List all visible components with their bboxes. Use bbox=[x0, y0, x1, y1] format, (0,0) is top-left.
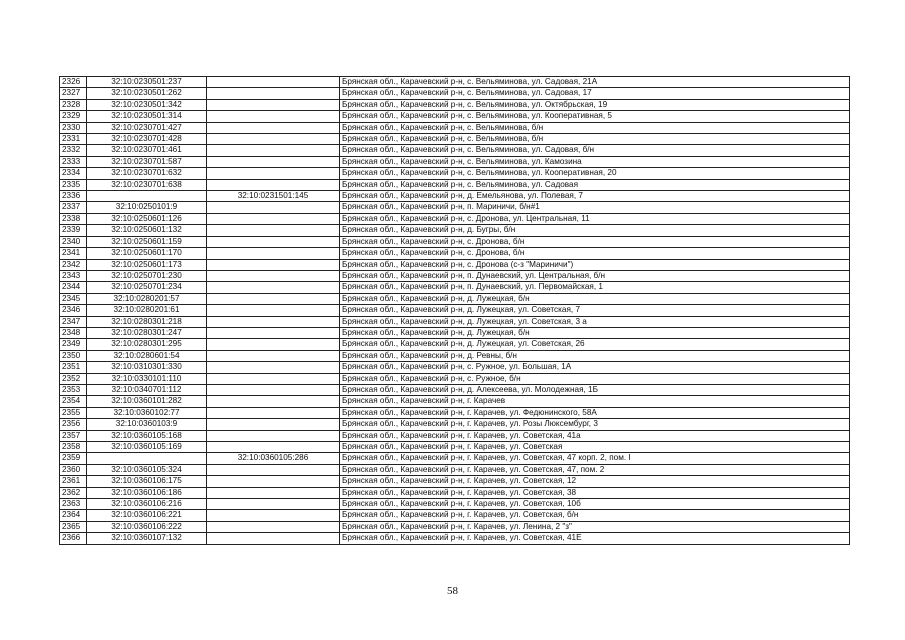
address-cell: Брянская обл., Карачевский р-н, с. Вельяминова, ул. Садовая, б/н bbox=[340, 145, 850, 156]
cadastral-number-cell: 32:10:0280301:247 bbox=[87, 327, 207, 338]
cadastral-number-cell: 32:10:0230501:314 bbox=[87, 111, 207, 122]
cadastral-number-cell: 32:10:0360106:186 bbox=[87, 487, 207, 498]
table-row bbox=[60, 442, 850, 453]
row-number-cell: 2340 bbox=[60, 236, 87, 247]
address-cell: Брянская обл., Карачевский р-н, г. Карачев bbox=[340, 396, 850, 407]
cadastral-number-cell: 32:10:0230701:461 bbox=[87, 145, 207, 156]
row-number-cell: 2346 bbox=[60, 305, 87, 316]
row-number-cell: 2338 bbox=[60, 213, 87, 224]
cadastral-number-cell: 32:10:0280201:61 bbox=[87, 305, 207, 316]
cadastral-number-alt-cell bbox=[207, 396, 340, 407]
cadastral-number-cell: 32:10:0360105:324 bbox=[87, 464, 207, 475]
cadastral-number-alt-cell bbox=[207, 168, 340, 179]
cadastral-number-alt-cell bbox=[207, 248, 340, 259]
address-cell: Брянская обл., Карачевский р-н, г. Карачев, ул. Советская, 41Е bbox=[340, 533, 850, 544]
cadastral-number-cell: 32:10:0360105:169 bbox=[87, 442, 207, 453]
cadastral-number-cell: 32:10:0310301:330 bbox=[87, 362, 207, 373]
cadastral-number-cell: 32:10:0280301:218 bbox=[87, 316, 207, 327]
cadastral-number-alt-cell bbox=[207, 134, 340, 145]
cadastral-number-alt-cell bbox=[207, 419, 340, 430]
cadastral-number-alt-cell bbox=[207, 327, 340, 338]
address-cell: Брянская обл., Карачевский р-н, д. Лужецкая, ул. Советская, 26 bbox=[340, 339, 850, 350]
address-cell: Брянская обл., Карачевский р-н, с. Дронова (с-з "Мариничи") bbox=[340, 259, 850, 270]
cadastral-number-alt-cell bbox=[207, 236, 340, 247]
address-cell: Брянская обл., Карачевский р-н, с. Вельяминова, ул. Кооперативная, 20 bbox=[340, 168, 850, 179]
row-number-cell: 2365 bbox=[60, 521, 87, 532]
page-number: 58 bbox=[447, 585, 458, 597]
table-row bbox=[60, 248, 850, 259]
address-cell: Брянская обл., Карачевский р-н, п. Мариничи, б/н#1 bbox=[340, 202, 850, 213]
table-row bbox=[60, 134, 850, 145]
table-row bbox=[60, 191, 850, 202]
address-cell: Брянская обл., Карачевский р-н, г. Карачев, ул. Федюнинского, 58А bbox=[340, 407, 850, 418]
address-cell: Брянская обл., Карачевский р-н, с. Ружное, б/н bbox=[340, 373, 850, 384]
address-cell: Брянская обл., Карачевский р-н, г. Карачев, ул. Советская, 10б bbox=[340, 499, 850, 510]
cadastral-number-alt-cell bbox=[207, 213, 340, 224]
cadastral-number-alt-cell bbox=[207, 225, 340, 236]
table-row bbox=[60, 521, 850, 532]
cadastral-number-cell: 32:10:0280301:295 bbox=[87, 339, 207, 350]
table-row bbox=[60, 202, 850, 213]
address-cell: Брянская обл., Карачевский р-н, с. Дронова, ул. Центральная, 11 bbox=[340, 213, 850, 224]
table-row bbox=[60, 122, 850, 133]
cadastral-number-cell: 32:10:0230701:587 bbox=[87, 156, 207, 167]
table-row bbox=[60, 510, 850, 521]
row-number-cell: 2366 bbox=[60, 533, 87, 544]
row-number-cell: 2333 bbox=[60, 156, 87, 167]
table-row bbox=[60, 270, 850, 281]
table-row bbox=[60, 419, 850, 430]
row-number-cell: 2345 bbox=[60, 293, 87, 304]
cadastral-number-alt-cell bbox=[207, 521, 340, 532]
address-cell: Брянская обл., Карачевский р-н, с. Вельяминова, ул. Кооперативная, 5 bbox=[340, 111, 850, 122]
row-number-cell: 2355 bbox=[60, 407, 87, 418]
cadastral-number-cell: 32:10:0250701:230 bbox=[87, 270, 207, 281]
cadastral-number-cell: 32:10:0250601:159 bbox=[87, 236, 207, 247]
cadastral-number-cell bbox=[87, 191, 207, 202]
table-row bbox=[60, 282, 850, 293]
cadastral-number-cell: 32:10:0360106:175 bbox=[87, 476, 207, 487]
row-number-cell: 2357 bbox=[60, 430, 87, 441]
address-cell: Брянская обл., Карачевский р-н, с. Дронова, б/н bbox=[340, 236, 850, 247]
cadastral-number-alt-cell bbox=[207, 305, 340, 316]
row-number-cell: 2326 bbox=[60, 77, 87, 88]
cadastral-number-alt-cell bbox=[207, 111, 340, 122]
table-row bbox=[60, 396, 850, 407]
cadastral-number-alt-cell bbox=[207, 362, 340, 373]
address-cell: Брянская обл., Карачевский р-н, г. Карачев, ул. Советская, 47 корп. 2, пом. I bbox=[340, 453, 850, 464]
table-row bbox=[60, 213, 850, 224]
row-number-cell: 2349 bbox=[60, 339, 87, 350]
cadastral-number-alt-cell bbox=[207, 122, 340, 133]
address-cell: Брянская обл., Карачевский р-н, с. Вельяминова, б/н bbox=[340, 134, 850, 145]
row-number-cell: 2330 bbox=[60, 122, 87, 133]
table-row bbox=[60, 293, 850, 304]
row-number-cell: 2343 bbox=[60, 270, 87, 281]
cadastral-number-alt-cell bbox=[207, 156, 340, 167]
row-number-cell: 2334 bbox=[60, 168, 87, 179]
table-row bbox=[60, 533, 850, 544]
table-row bbox=[60, 476, 850, 487]
address-cell: Брянская обл., Карачевский р-н, г. Карачев, ул. Советская, 47, пом. 2 bbox=[340, 464, 850, 475]
address-cell: Брянская обл., Карачевский р-н, с. Вельяминова, ул. Садовая bbox=[340, 179, 850, 190]
cadastral-number-cell: 32:10:0360107:132 bbox=[87, 533, 207, 544]
table-row bbox=[60, 384, 850, 395]
table-row bbox=[60, 327, 850, 338]
table-row bbox=[60, 499, 850, 510]
cadastral-number-alt-cell bbox=[207, 293, 340, 304]
row-number-cell: 2354 bbox=[60, 396, 87, 407]
address-cell: Брянская обл., Карачевский р-н, д. Лужецкая, б/н bbox=[340, 293, 850, 304]
address-cell: Брянская обл., Карачевский р-н, д. Лужецкая, б/н bbox=[340, 327, 850, 338]
cadastral-number-alt-cell bbox=[207, 259, 340, 270]
cadastral-number-alt-cell bbox=[207, 510, 340, 521]
table-row bbox=[60, 350, 850, 361]
cadastral-number-alt-cell bbox=[207, 202, 340, 213]
address-cell: Брянская обл., Карачевский р-н, д. Бугры, б/н bbox=[340, 225, 850, 236]
cadastral-number-alt-cell bbox=[207, 179, 340, 190]
table-row bbox=[60, 145, 850, 156]
row-number-cell: 2348 bbox=[60, 327, 87, 338]
cadastral-number-cell: 32:10:0250601:132 bbox=[87, 225, 207, 236]
address-cell: Брянская обл., Карачевский р-н, г. Карачев, ул. Советская bbox=[340, 442, 850, 453]
address-cell: Брянская обл., Карачевский р-н, г. Карачев, ул. Советская, 41а bbox=[340, 430, 850, 441]
row-number-cell: 2361 bbox=[60, 476, 87, 487]
cadastral-number-alt-cell bbox=[207, 88, 340, 99]
row-number-cell: 2335 bbox=[60, 179, 87, 190]
address-cell: Брянская обл., Карачевский р-н, д. Лужецкая, ул. Советская, 7 bbox=[340, 305, 850, 316]
table-row bbox=[60, 225, 850, 236]
table-row bbox=[60, 362, 850, 373]
address-cell: Брянская обл., Карачевский р-н, с. Вельяминова, б/н bbox=[340, 122, 850, 133]
table-row bbox=[60, 339, 850, 350]
table-row bbox=[60, 453, 850, 464]
cadastral-number-alt-cell bbox=[207, 270, 340, 281]
cadastral-number-cell: 32:10:0250601:170 bbox=[87, 248, 207, 259]
cadastral-number-cell: 32:10:0340701:112 bbox=[87, 384, 207, 395]
address-cell: Брянская обл., Карачевский р-н, с. Ружное, ул. Большая, 1А bbox=[340, 362, 850, 373]
cadastral-number-alt-cell: 32:10:0360105:286 bbox=[207, 453, 340, 464]
cadastral-number-alt-cell bbox=[207, 464, 340, 475]
address-cell: Брянская обл., Карачевский р-н, г. Карачев, ул. Советская, б/н bbox=[340, 510, 850, 521]
cadastral-number-alt-cell bbox=[207, 407, 340, 418]
cadastral-number-cell: 32:10:0230501:342 bbox=[87, 99, 207, 110]
row-number-cell: 2352 bbox=[60, 373, 87, 384]
cadastral-number-cell: 32:10:0230701:632 bbox=[87, 168, 207, 179]
cadastral-number-cell: 32:10:0250101:9 bbox=[87, 202, 207, 213]
cadastral-number-alt-cell bbox=[207, 373, 340, 384]
row-number-cell: 2336 bbox=[60, 191, 87, 202]
row-number-cell: 2359 bbox=[60, 453, 87, 464]
cadastral-number-alt-cell bbox=[207, 442, 340, 453]
table-row bbox=[60, 373, 850, 384]
table-row bbox=[60, 111, 850, 122]
cadastral-number-alt-cell bbox=[207, 350, 340, 361]
cadastral-number-alt-cell bbox=[207, 282, 340, 293]
property-registry-table bbox=[59, 76, 850, 545]
address-cell: Брянская обл., Карачевский р-н, д. Емельянова, ул. Полевая, 7 bbox=[340, 191, 850, 202]
row-number-cell: 2363 bbox=[60, 499, 87, 510]
cadastral-number-alt-cell bbox=[207, 487, 340, 498]
cadastral-number-alt-cell bbox=[207, 145, 340, 156]
cadastral-number-alt-cell bbox=[207, 384, 340, 395]
cadastral-number-alt-cell bbox=[207, 476, 340, 487]
cadastral-number-alt-cell: 32:10:0231501:145 bbox=[207, 191, 340, 202]
row-number-cell: 2350 bbox=[60, 350, 87, 361]
cadastral-number-cell: 32:10:0360102:77 bbox=[87, 407, 207, 418]
cadastral-number-alt-cell bbox=[207, 339, 340, 350]
address-cell: Брянская обл., Карачевский р-н, с. Вельяминова, ул. Садовая, 17 bbox=[340, 88, 850, 99]
cadastral-number-cell: 32:10:0360106:216 bbox=[87, 499, 207, 510]
address-cell: Брянская обл., Карачевский р-н, п. Дунаевский, ул. Первомайская, 1 bbox=[340, 282, 850, 293]
address-cell: Брянская обл., Карачевский р-н, г. Карачев, ул. Розы Люксембург, 3 bbox=[340, 419, 850, 430]
table-row bbox=[60, 99, 850, 110]
cadastral-number-alt-cell bbox=[207, 533, 340, 544]
cadastral-number-cell: 32:10:0280201:57 bbox=[87, 293, 207, 304]
cadastral-number-cell: 32:10:0360106:221 bbox=[87, 510, 207, 521]
row-number-cell: 2337 bbox=[60, 202, 87, 213]
cadastral-number-alt-cell bbox=[207, 77, 340, 88]
row-number-cell: 2351 bbox=[60, 362, 87, 373]
table-row bbox=[60, 156, 850, 167]
table-body bbox=[60, 77, 850, 545]
table-row bbox=[60, 487, 850, 498]
table-row bbox=[60, 464, 850, 475]
row-number-cell: 2328 bbox=[60, 99, 87, 110]
row-number-cell: 2331 bbox=[60, 134, 87, 145]
cadastral-number-cell: 32:10:0360106:222 bbox=[87, 521, 207, 532]
address-cell: Брянская обл., Карачевский р-н, с. Вельяминова, ул. Октябрьская, 19 bbox=[340, 99, 850, 110]
address-cell: Брянская обл., Карачевский р-н, с. Вельяминова, ул. Садовая, 21А bbox=[340, 77, 850, 88]
cadastral-number-cell bbox=[87, 453, 207, 464]
cadastral-number-alt-cell bbox=[207, 430, 340, 441]
row-number-cell: 2360 bbox=[60, 464, 87, 475]
address-cell: Брянская обл., Карачевский р-н, г. Карачев, ул. Ленина, 2 "з" bbox=[340, 521, 850, 532]
row-number-cell: 2356 bbox=[60, 419, 87, 430]
row-number-cell: 2358 bbox=[60, 442, 87, 453]
row-number-cell: 2362 bbox=[60, 487, 87, 498]
cadastral-number-cell: 32:10:0360101:282 bbox=[87, 396, 207, 407]
cadastral-number-cell: 32:10:0360103:9 bbox=[87, 419, 207, 430]
cadastral-number-alt-cell bbox=[207, 316, 340, 327]
table-row bbox=[60, 88, 850, 99]
cadastral-number-cell: 32:10:0230701:427 bbox=[87, 122, 207, 133]
cadastral-number-cell: 32:10:0230501:262 bbox=[87, 88, 207, 99]
address-cell: Брянская обл., Карачевский р-н, г. Карачев, ул. Советская, 12 bbox=[340, 476, 850, 487]
table-row bbox=[60, 168, 850, 179]
row-number-cell: 2364 bbox=[60, 510, 87, 521]
cadastral-number-alt-cell bbox=[207, 99, 340, 110]
table-row bbox=[60, 305, 850, 316]
address-cell: Брянская обл., Карачевский р-н, д. Ревны, б/н bbox=[340, 350, 850, 361]
row-number-cell: 2347 bbox=[60, 316, 87, 327]
address-cell: Брянская обл., Карачевский р-н, с. Дронова, б/н bbox=[340, 248, 850, 259]
row-number-cell: 2353 bbox=[60, 384, 87, 395]
table-row bbox=[60, 316, 850, 327]
cadastral-number-cell: 32:10:0280601:54 bbox=[87, 350, 207, 361]
address-cell: Брянская обл., Карачевский р-н, с. Вельяминова, ул. Камозина bbox=[340, 156, 850, 167]
cadastral-number-cell: 32:10:0230701:638 bbox=[87, 179, 207, 190]
cadastral-number-cell: 32:10:0250601:126 bbox=[87, 213, 207, 224]
table-row bbox=[60, 430, 850, 441]
cadastral-number-cell: 32:10:0250601:173 bbox=[87, 259, 207, 270]
cadastral-number-cell: 32:10:0360105:168 bbox=[87, 430, 207, 441]
cadastral-number-alt-cell bbox=[207, 499, 340, 510]
cadastral-number-cell: 32:10:0230501:237 bbox=[87, 77, 207, 88]
address-cell: Брянская обл., Карачевский р-н, д. Лужецкая, ул. Советская, 3 а bbox=[340, 316, 850, 327]
row-number-cell: 2339 bbox=[60, 225, 87, 236]
cadastral-number-cell: 32:10:0330101:110 bbox=[87, 373, 207, 384]
cadastral-number-cell: 32:10:0250701:234 bbox=[87, 282, 207, 293]
row-number-cell: 2329 bbox=[60, 111, 87, 122]
address-cell: Брянская обл., Карачевский р-н, г. Карачев, ул. Советская, 38 bbox=[340, 487, 850, 498]
row-number-cell: 2332 bbox=[60, 145, 87, 156]
cadastral-number-cell: 32:10:0230701:428 bbox=[87, 134, 207, 145]
row-number-cell: 2341 bbox=[60, 248, 87, 259]
row-number-cell: 2342 bbox=[60, 259, 87, 270]
address-cell: Брянская обл., Карачевский р-н, д. Алексеева, ул. Молодежная, 1Б bbox=[340, 384, 850, 395]
row-number-cell: 2344 bbox=[60, 282, 87, 293]
table-row bbox=[60, 236, 850, 247]
table-row bbox=[60, 77, 850, 88]
table-row bbox=[60, 407, 850, 418]
address-cell: Брянская обл., Карачевский р-н, п. Дунаевский, ул. Центральная, б/н bbox=[340, 270, 850, 281]
table-row bbox=[60, 179, 850, 190]
table-row bbox=[60, 259, 850, 270]
row-number-cell: 2327 bbox=[60, 88, 87, 99]
